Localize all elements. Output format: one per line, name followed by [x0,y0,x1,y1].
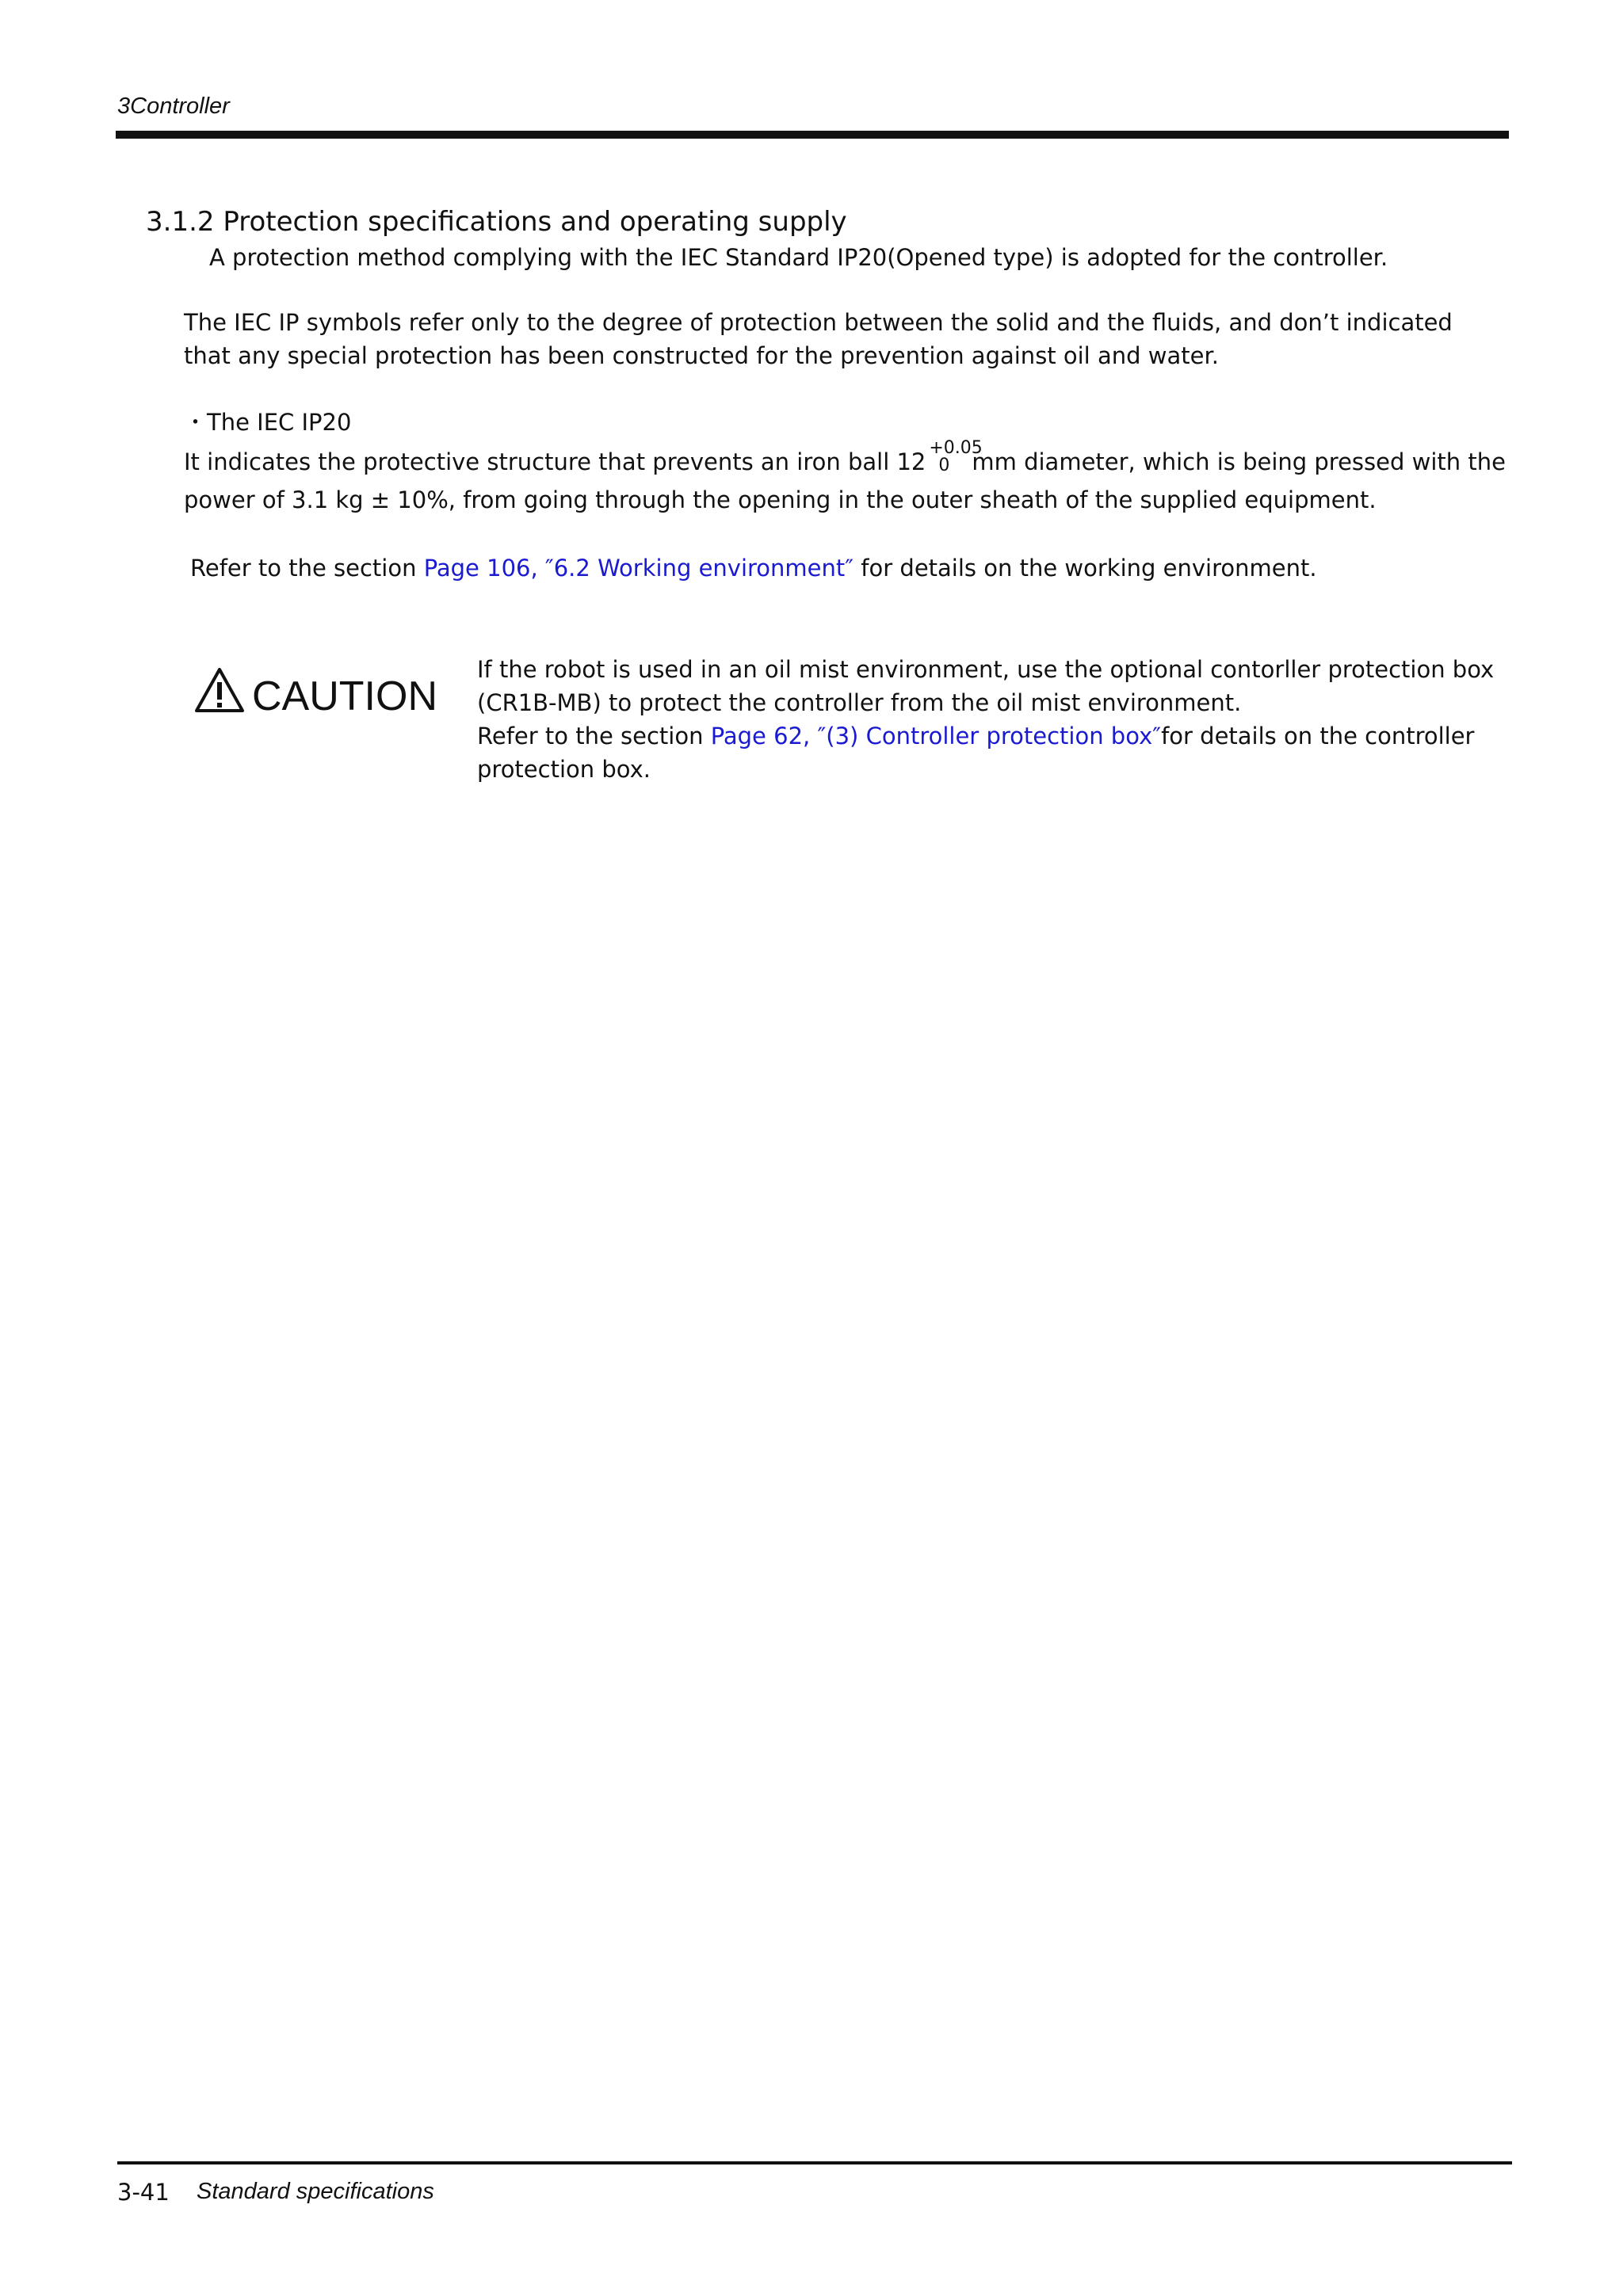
controller-protection-box-link[interactable]: Page 62, ″(3) Controller protection box″ [710,723,1162,749]
footer-page-number: 3-41 [117,2179,170,2206]
caution-line-1: If the robot is used in an oil mist environment, use the optional contorller protection box [477,656,1495,683]
iec-note-line-2: that any special protection has been constructed for the prevention against oil and water. [184,342,1219,369]
footer-title: Standard specifications [197,2179,434,2204]
caution-refer-before: Refer to the section [477,723,711,749]
caution-line-4: protection box. [477,756,651,783]
working-environment-link[interactable]: Page 106, ″6.2 Working environment″ [423,555,854,582]
caution-text [477,653,1494,786]
caution-line-3 [477,719,1494,753]
caution-refer-after: for details on the controller [1161,723,1475,749]
iec-note-line-1: The IEC IP symbols refer only to the degree of protection between the solid and the fluids, and don’t indicated [184,309,1453,336]
iron-ball-text-before: It indicates the protective structure that prevents an iron ball 12 [184,448,926,475]
tolerance-lower: 0 [938,456,950,475]
caution-line-2: (CR1B-MB) to protect the controller from the oil mist environment. [477,689,1242,716]
iron-ball-line-2: power of 3.1 kg ± 10%, from going through the opening in the outer sheath of the supplied equipment. [184,486,1377,513]
iron-ball-text-after: mm diameter, which is being pressed with the [972,448,1506,475]
caution-label [193,661,437,721]
footer-rule [117,2161,1512,2164]
section-title: 3.1.2 Protection specifications and operating supply [146,206,847,238]
intro-paragraph: A protection method complying with the IEC Standard IP20(Opened type) is adopted for the controller. [209,244,1388,271]
tolerance-upper: +0.05 [929,438,983,458]
iec-ip20-heading: ・The IEC IP20 [184,409,352,436]
warning-triangle-icon [193,666,246,715]
tolerance-notation [926,438,983,479]
iron-ball-line-1 [184,438,1506,479]
refer-text-before: Refer to the section [190,555,424,582]
header-rule [116,131,1509,139]
running-head: 3Controller [117,93,230,119]
refer-paragraph [190,551,1317,585]
refer-text-after: for details on the working environment. [854,555,1317,582]
caution-word: CAUTION [252,673,437,719]
